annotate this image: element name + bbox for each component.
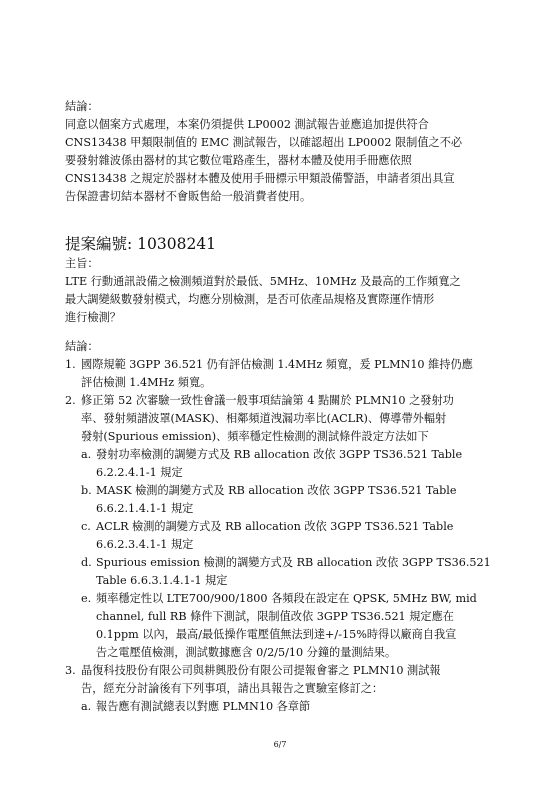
subject-line: 最大調變級數發射模式，均應分別檢測，是否可依產品規格及實際運作情形 <box>65 293 435 306</box>
page-number: 6/7 <box>273 740 287 749</box>
subitem-line: 6.6.2.3.4.1-1 規定 <box>96 538 194 551</box>
subitem-letter: b. <box>81 484 92 497</box>
subitem-line: 6.6.2.1.4.1-1 規定 <box>96 502 194 515</box>
subitem-letter: a. <box>81 700 92 713</box>
conclusion-label: 結論： <box>65 340 99 353</box>
section1-line: 告保證書切結本器材不會販售給一般消費者使用。 <box>65 190 312 203</box>
section1-line: CNS13438 之規定於器材本體及使用手冊標示甲類設備警語，申請者須出具宣 <box>65 172 455 185</box>
subitem-line: 報告應有測試總表以對應 PLMN10 各章節 <box>96 700 311 713</box>
item-line: 發射(Spurious emission)、頻率穩定性檢測的測試條件設定方法如下 <box>81 430 429 443</box>
section1-line: 要發射雜波係由器材的其它數位電路產生，器材本體及使用手冊應依照 <box>65 154 412 167</box>
item-number: 2. <box>65 394 76 407</box>
subitem-line: 告之電壓值檢測，測試數據應含 0/2/5/10 分鐘的量測結果。 <box>96 646 397 659</box>
item-line: 告，經充分討論後有下列事項，請出具報告之實驗室修訂之： <box>81 682 384 695</box>
item-number: 3. <box>65 664 76 677</box>
subitem-line: 發射功率檢測的調變方式及 RB allocation 改依 3GPP TS36.521 Table <box>96 448 463 461</box>
item-line: 率、發射頻譜波罩(MASK)、相鄰頻道洩漏功率比(ACLR)、傳導帶外輻射 <box>81 412 447 425</box>
proposal-heading: 提案編號: 10308241 <box>65 235 217 253</box>
subitem-line: Spurious emission 檢測的調變方式及 RB allocation 改依 3GPP TS36.521 <box>96 556 491 569</box>
subitem-line: MASK 檢測的調變方式及 RB allocation 改依 3GPP TS36.521 Table <box>96 484 457 497</box>
subject-line: LTE 行動通訊設備之檢測頻道對於最低、5MHz、10MHz 及最高的工作頻寬之 <box>65 275 461 288</box>
subitem-line: channel, full RB 條件下測試，限制值改依 3GPP TS36.521 規定應在 <box>96 610 454 623</box>
subitem-letter: a. <box>81 448 92 461</box>
subitem-line: 0.1ppm 以內，最高/最低操作電壓值無法到達+/-15%時得以廠商自我宣 <box>96 628 457 641</box>
subitem-letter: c. <box>81 520 91 533</box>
item-line: 晶復科技股份有限公司與耕興股份有限公司提報會審之 PLMN10 測試報 <box>81 664 441 677</box>
item-line: 國際規範 3GPP 36.521 仍有評估檢測 1.4MHz 頻寬，爰 PLMN10 維持仍應 <box>81 358 473 371</box>
subitem-letter: e. <box>81 592 92 605</box>
item-line: 修正第 52 次審驗一致性會議一般事項結論第 4 點關於 PLMN10 之發射功 <box>81 394 454 407</box>
subject-label: 主旨： <box>65 257 99 270</box>
section1-conclusion-label: 結論： <box>65 100 99 113</box>
subitem-line: ACLR 檢測的調變方式及 RB allocation 改依 3GPP TS36.521 Table <box>96 520 454 533</box>
item-line: 評估檢測 1.4MHz 頻寬。 <box>81 376 212 389</box>
subitem-line: 6.2.2.4.1-1 規定 <box>96 466 183 479</box>
subitem-letter: d. <box>81 556 92 569</box>
subitem-line: Table 6.6.3.1.4.1-1 規定 <box>96 574 228 587</box>
subject-line: 進行檢測？ <box>65 311 121 324</box>
section1-line: CNS13438 甲類限制值的 EMC 測試報告，以確認超出 LP0002 限制值之不必 <box>65 136 463 149</box>
subitem-line: 頻率穩定性以 LTE700/900/1800 各頻段在設定在 QPSK, 5MHz BW, mid <box>96 592 477 605</box>
item-number: 1. <box>65 358 76 371</box>
section1-line: 同意以個案方式處理，本案仍須提供 LP0002 測試報告並應追加提供符合 <box>65 118 429 131</box>
